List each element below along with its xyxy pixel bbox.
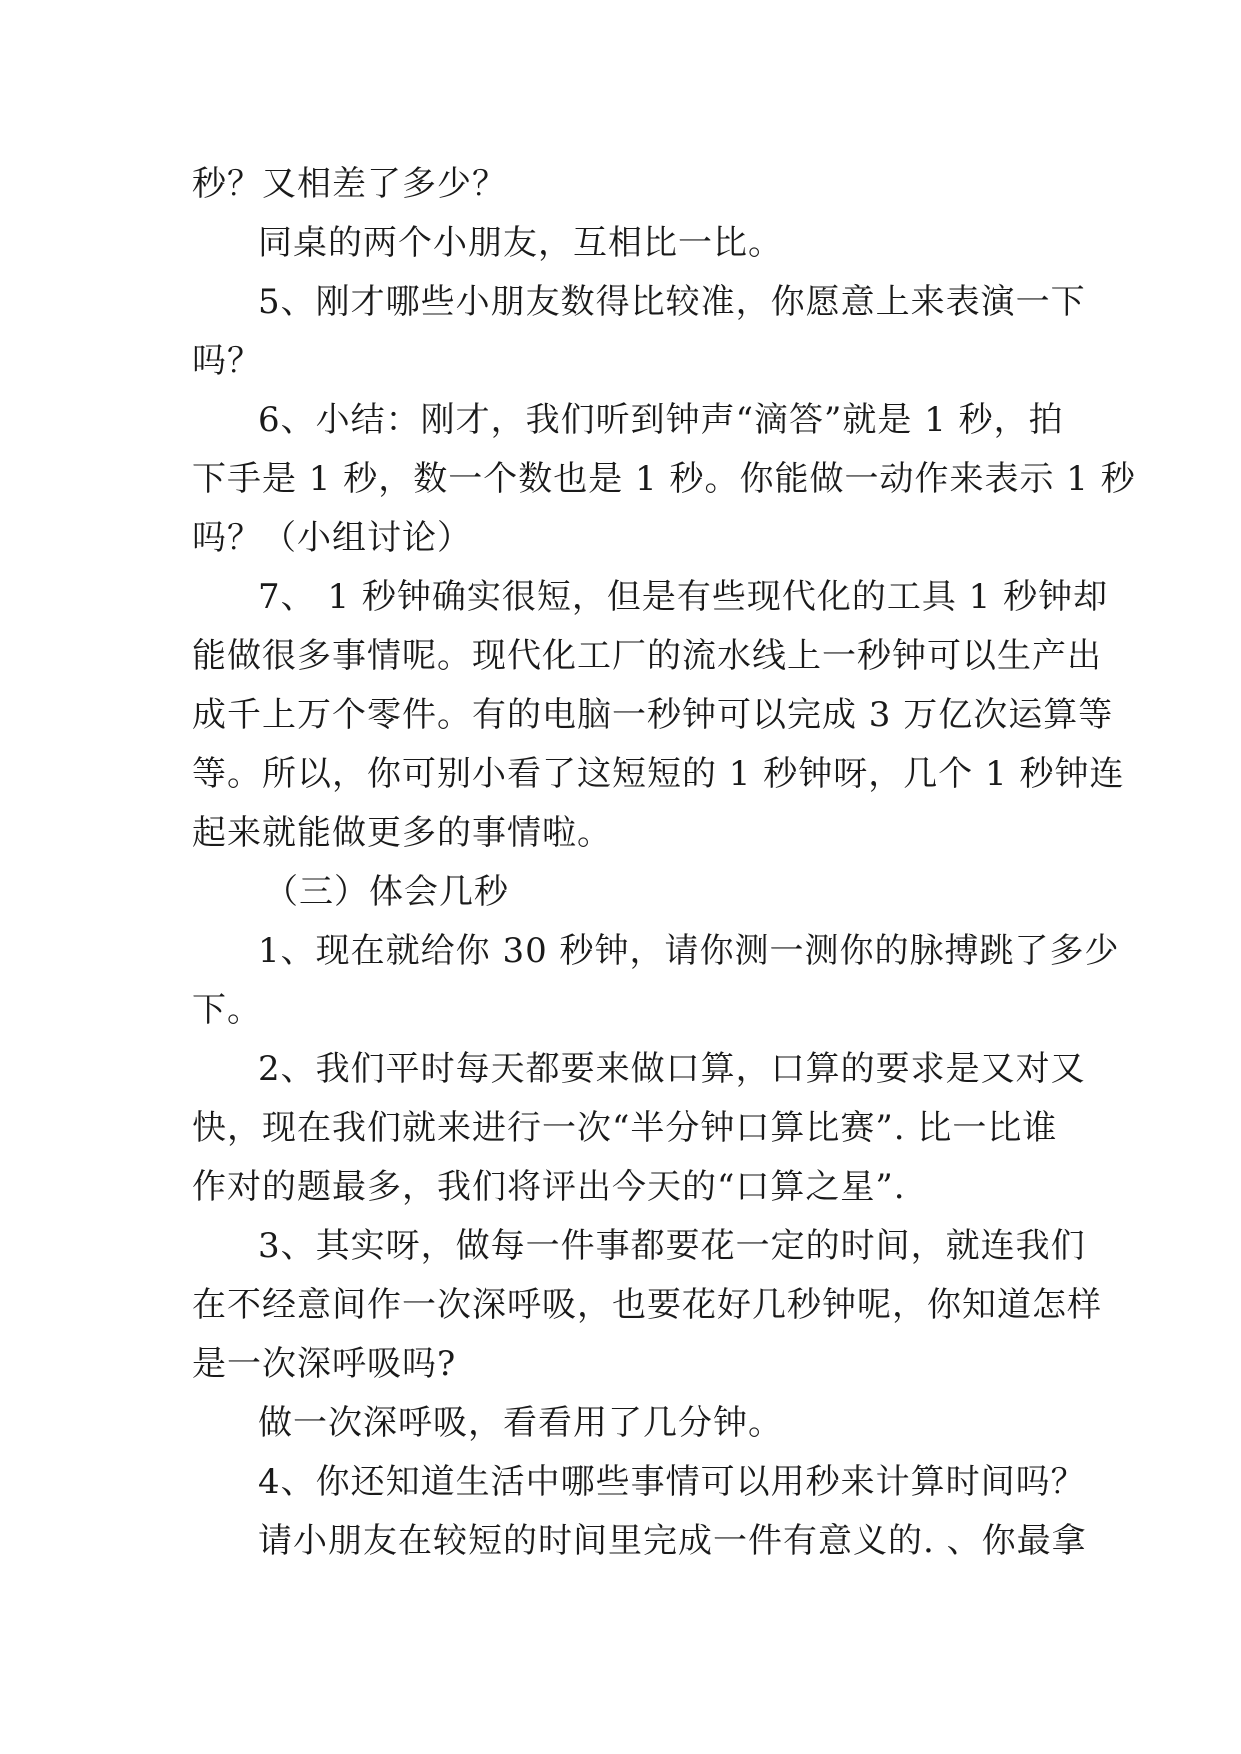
- text-line: 4、你还知道生活中哪些事情可以用秒来计算时间吗？: [258, 1462, 1086, 1502]
- paragraph-sub-item-1: [192, 922, 1120, 1040]
- text-line: 做一次深呼吸，看看用了几分钟。: [258, 1403, 783, 1443]
- paragraph-meaningful-task: [192, 1512, 1087, 1571]
- paragraph-item-5: [192, 273, 1086, 391]
- text-line: 5、刚才哪些小朋友数得比较准，你愿意上来表演一下: [258, 282, 1086, 322]
- text-line: 吗？（小组讨论）: [192, 518, 472, 558]
- paragraph-deep-breath: [192, 1394, 1052, 1453]
- text-line: 下。: [192, 990, 262, 1030]
- text-line: 6、小结：刚才，我们听到钟声“滴答”就是 1 秒，拍: [258, 400, 1064, 440]
- paragraph-item-7: [192, 568, 1125, 863]
- text-line: 下手是 1 秒，数一个数也是 1 秒。你能做一动作来表示 1 秒: [192, 459, 1136, 499]
- text-line: 起来就能做更多的事情啦。: [192, 813, 612, 853]
- text-line: 成千上万个零件。有的电脑一秒钟可以完成 3 万亿次运算等: [192, 695, 1114, 735]
- text-line: 2、我们平时每天都要来做口算，口算的要求是又对又: [258, 1049, 1086, 1089]
- text-line: 秒？又相差了多少？: [192, 164, 507, 204]
- text-line: 作对的题最多，我们将评出今天的“口算之星”.: [192, 1167, 906, 1207]
- text-line: 等。所以，你可别小看了这短短的 1 秒钟呀，几个 1 秒钟连: [192, 754, 1125, 794]
- paragraph-sub-item-3: [192, 1217, 1102, 1394]
- text-line: 快，现在我们就来进行一次“半分钟口算比赛”. 比一比谁: [192, 1108, 1058, 1148]
- text-line: 同桌的两个小朋友，互相比一比。: [258, 223, 783, 263]
- text-line: 1、现在就给你 30 秒钟，请你测一测你的脉搏跳了多少: [258, 931, 1120, 971]
- section-heading: （三）体会几秒: [264, 872, 509, 912]
- paragraph-sub-item-4: [192, 1453, 1086, 1512]
- text-line: 吗？: [192, 341, 262, 381]
- section-heading-experience-seconds: [192, 863, 1052, 922]
- paragraph-item-6-summary: [192, 391, 1136, 568]
- paragraph-sub-item-2: [192, 1040, 1086, 1217]
- paragraph-compare-with-deskmate: [192, 214, 1052, 273]
- text-line: 是一次深呼吸吗?: [192, 1344, 457, 1384]
- paragraph-continuation: [192, 155, 1052, 214]
- text-line: 请小朋友在较短的时间里完成一件有意义的. 、你最拿: [258, 1521, 1087, 1561]
- text-line: 在不经意间作一次深呼吸，也要花好几秒钟呢，你知道怎样: [192, 1285, 1102, 1325]
- text-line: 3、其实呀，做每一件事都要花一定的时间，就连我们: [258, 1226, 1086, 1266]
- text-line: 7、 1 秒钟确实很短，但是有些现代化的工具 1 秒钟却: [258, 577, 1109, 617]
- text-line: 能做很多事情呢。现代化工厂的流水线上一秒钟可以生产出: [192, 636, 1102, 676]
